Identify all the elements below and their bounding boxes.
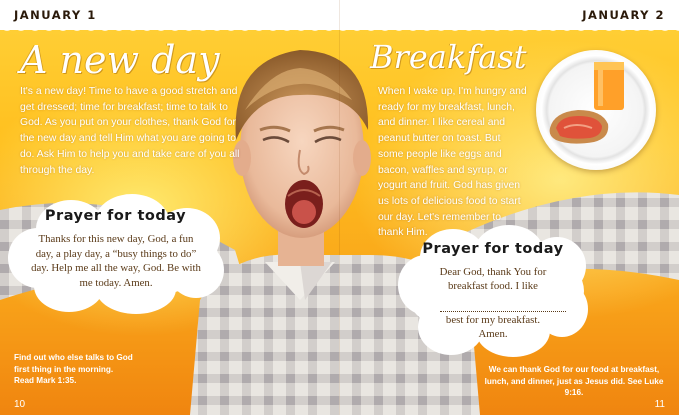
- left-prayer-text: Thanks for this new day, God, a fun day, a play day, a “busy things to do” day. Help me all the way, God. Be with me today. Amen.: [31, 233, 201, 289]
- left-prayer-heading: Prayer for today: [44, 208, 187, 224]
- page-number-right: 11: [654, 399, 665, 410]
- left-prayer-cloud: [8, 194, 223, 314]
- fill-in-blank-line[interactable]: [440, 311, 566, 312]
- left-page-body: It's a new day! Time to have a good stretch and get dressed; time for breakfast; time to talk to God. As you put on your clothes, thank God for the new day and tell Him what you are going to do. Ask Him to help you and take care of you all through the day.: [20, 86, 240, 176]
- date-january-1: JANUARY 1: [14, 8, 97, 22]
- right-prayer-cloud: [398, 225, 588, 357]
- right-footnote: We can thank God for our food at breakfast, lunch, and dinner, just as Jesus did. See Luke 9:16.: [484, 365, 664, 397]
- right-prayer-line-4: Amen.: [478, 328, 508, 340]
- juice-and-toast-icon: [536, 50, 656, 170]
- left-footnote: Find out who else talks to God first thing in the morning. Read Mark 1:35.: [14, 353, 133, 385]
- right-prayer-line-1: Dear God, thank You for: [439, 266, 547, 278]
- left-page-title: A new day: [20, 38, 220, 82]
- breakfast-plate-photo: [536, 50, 656, 170]
- date-january-2: JANUARY 2: [582, 8, 665, 22]
- page-number-left: 10: [14, 399, 26, 410]
- right-page-title: Breakfast: [370, 38, 527, 76]
- right-page-body: When I wake up, I'm hungry and ready for my breakfast, lunch, and dinner. I like cereal and peanut butter on toast. But some people like eggs and bacon, waffles and syrup, or yogurt and fruit. God has given us lots of delicious food to start our day. Let's remember to thank Him.: [378, 86, 527, 239]
- right-prayer-line-2: breakfast food. I like: [448, 280, 538, 292]
- right-prayer-line-3: best for my breakfast.: [445, 314, 541, 326]
- page-gutter: [339, 0, 340, 415]
- right-prayer-heading: Prayer for today: [422, 241, 564, 257]
